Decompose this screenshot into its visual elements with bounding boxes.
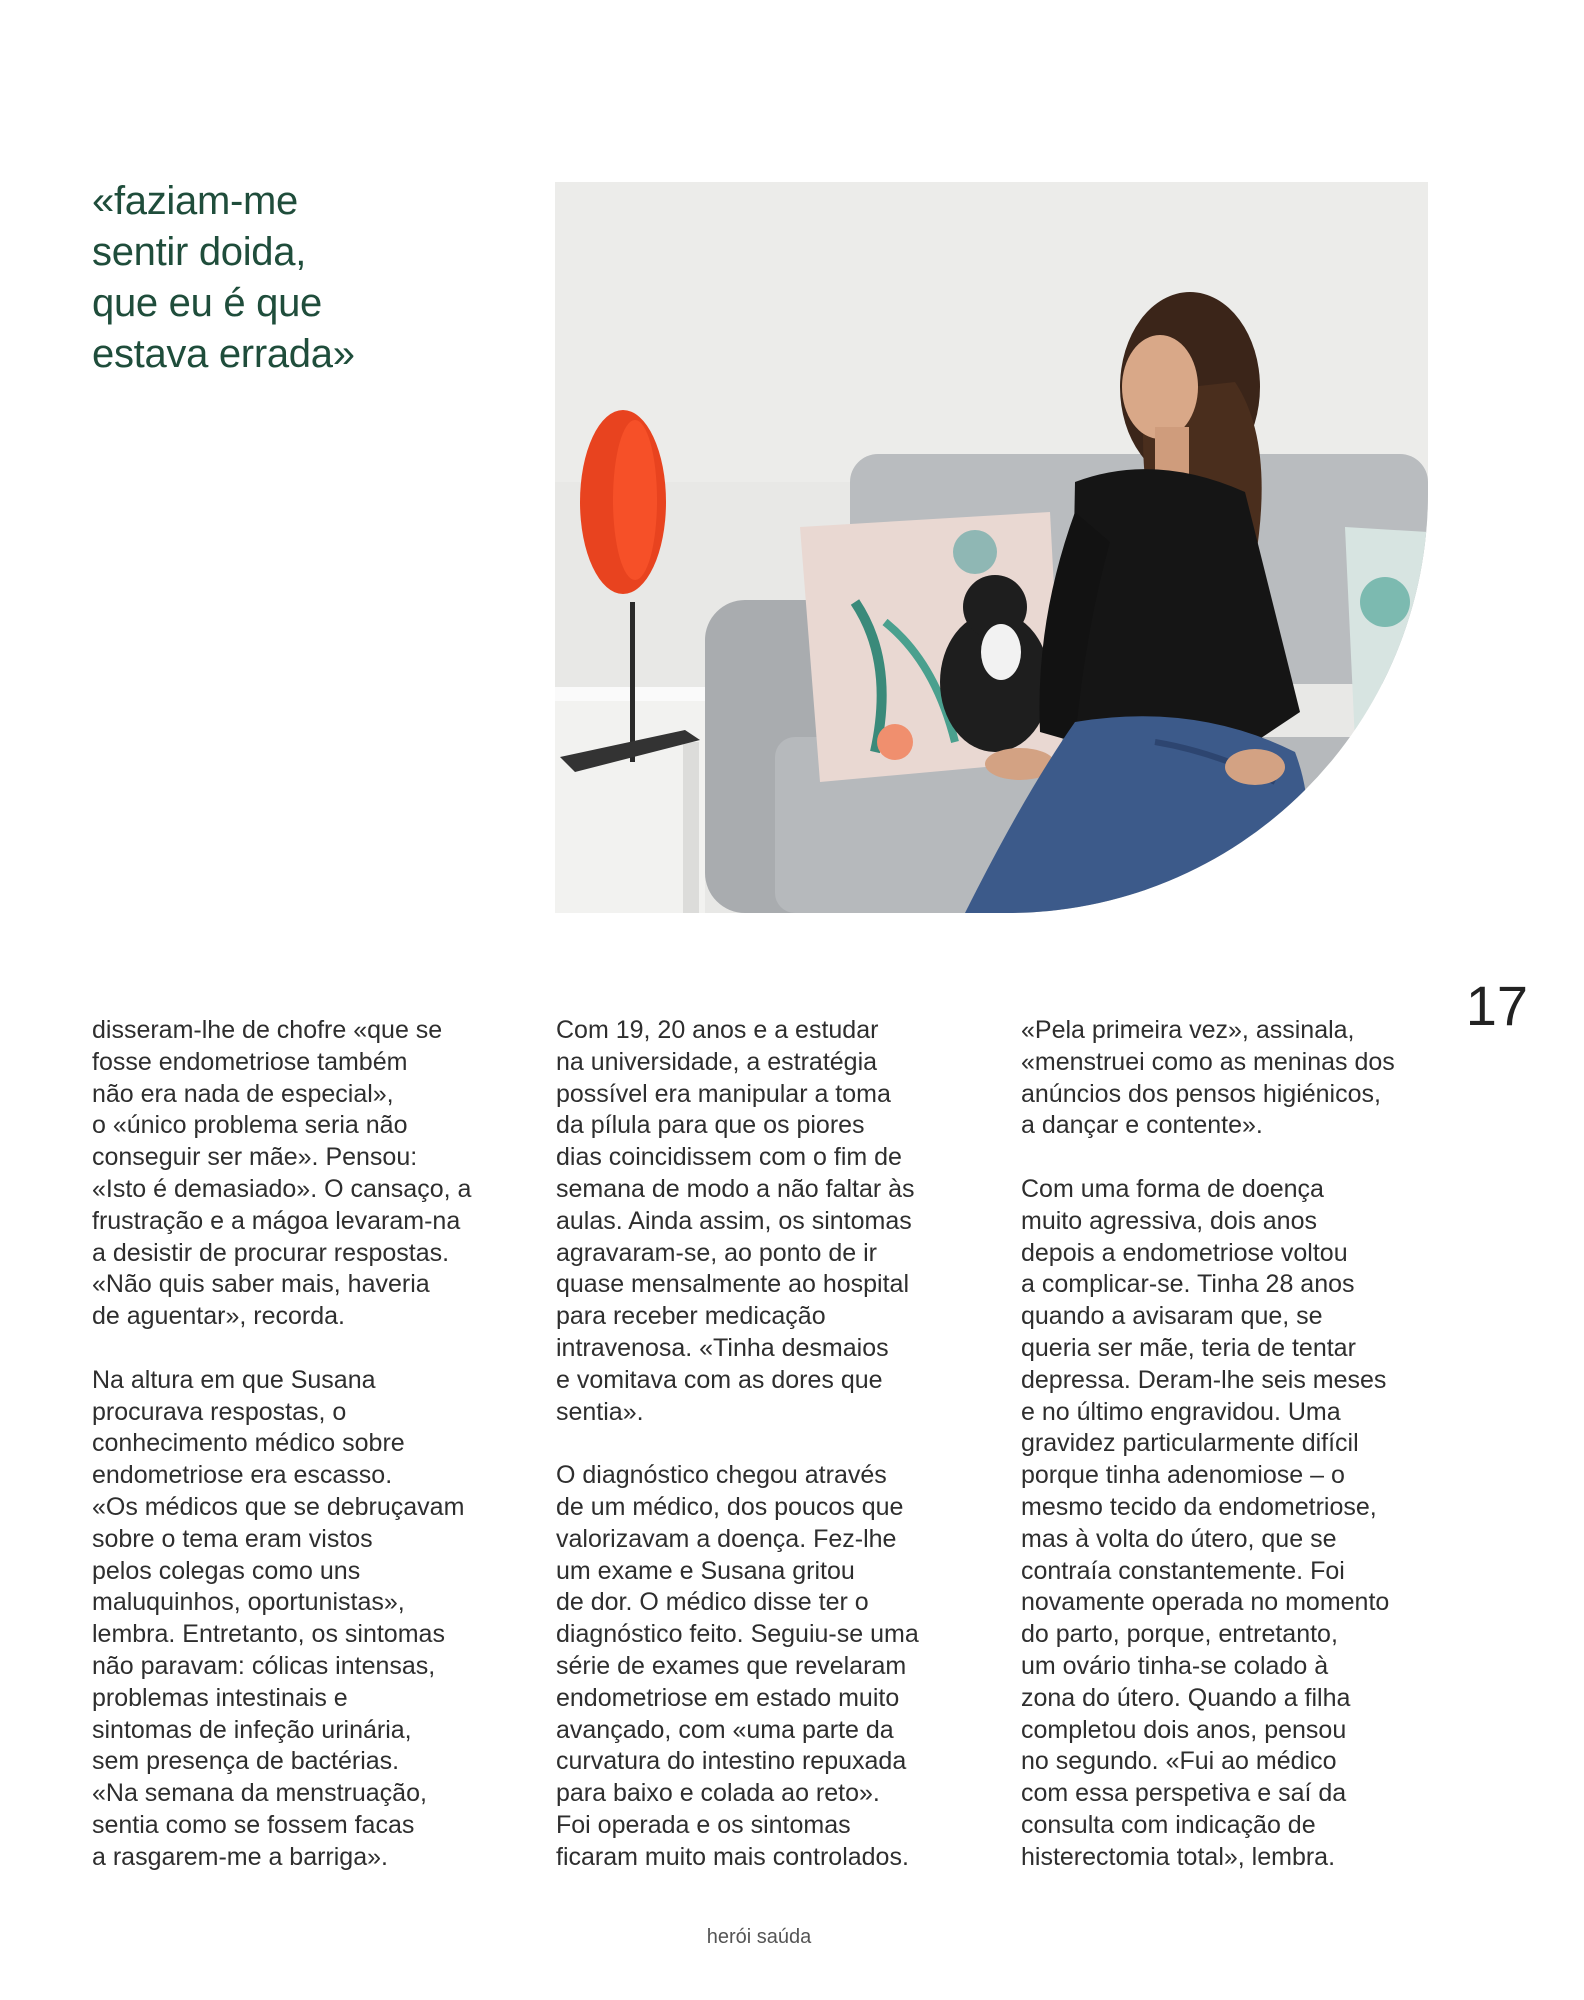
portrait-photo	[555, 182, 1428, 913]
text-line: a rasgarem-me a barriga».	[92, 1842, 388, 1871]
text-line: depressa. Deram-lhe seis meses	[1021, 1365, 1387, 1394]
text-line: sentia como se fossem facas	[92, 1810, 415, 1839]
text-line: de dor. O médico disse ter o	[556, 1588, 869, 1617]
text-column-1	[92, 1015, 532, 1905]
text-line: agravaram-se, ao ponto de ir	[556, 1238, 878, 1267]
text-line: a desistir de procurar respostas.	[92, 1238, 450, 1267]
paragraph	[556, 1460, 996, 1873]
text-line: maluquinhos, oportunistas»,	[92, 1588, 405, 1617]
text-line: Foi operada e os sintomas	[556, 1810, 851, 1839]
pull-quote-line: sentir doida,	[92, 230, 307, 274]
text-line: consulta com indicação de	[1021, 1810, 1316, 1839]
text-line: da pílula para que os piores	[556, 1111, 865, 1140]
text-line: endometriose era escasso.	[92, 1461, 393, 1490]
text-line: O diagnóstico chegou através	[556, 1461, 887, 1490]
text-line: porque tinha adenomiose – o	[1021, 1461, 1345, 1490]
paragraph	[1021, 1015, 1461, 1142]
paragraph	[1021, 1174, 1461, 1874]
text-line: sobre o tema eram vistos	[92, 1524, 373, 1553]
text-line: intravenosa. «Tinha desmaios	[556, 1333, 889, 1362]
text-line: para baixo e colada ao reto».	[556, 1779, 880, 1808]
magazine-footer: herói saúda	[706, 1926, 812, 1948]
text-column-3	[1021, 1015, 1461, 1905]
text-line: Com uma forma de doença	[1021, 1174, 1324, 1203]
text-line: problemas intestinais e	[92, 1683, 348, 1712]
text-line: zona do útero. Quando a filha	[1021, 1683, 1351, 1712]
text-line: com essa perspetiva e saí da	[1021, 1779, 1347, 1808]
text-line: mas à volta do útero, que se	[1021, 1524, 1337, 1553]
text-line: Com 19, 20 anos e a estudar	[556, 1016, 879, 1044]
text-line: disseram-lhe de chofre «que se	[92, 1016, 443, 1044]
text-line: para receber medicação	[556, 1302, 826, 1331]
text-line: diagnóstico feito. Seguiu-se uma	[556, 1620, 919, 1649]
text-line: sentia».	[556, 1397, 644, 1426]
text-line: valorizavam a doença. Fez-lhe	[556, 1524, 897, 1553]
text-column-2	[556, 1015, 996, 1905]
text-line: a complicar-se. Tinha 28 anos	[1021, 1270, 1355, 1299]
text-line: pelos colegas como uns	[92, 1556, 361, 1585]
text-line: um exame e Susana gritou	[556, 1556, 855, 1585]
text-line: quase mensalmente ao hospital	[556, 1270, 910, 1299]
text-line: no segundo. «Fui ao médico	[1021, 1747, 1337, 1776]
text-line: não paravam: cólicas intensas,	[92, 1651, 436, 1680]
text-line: um ovário tinha-se colado à	[1021, 1651, 1329, 1680]
pull-quote	[92, 176, 512, 380]
text-line: mesmo tecido da endometriose,	[1021, 1492, 1377, 1521]
text-line: gravidez particularmente difícil	[1021, 1429, 1359, 1458]
pull-quote-line: que eu é que	[92, 281, 322, 325]
text-line: histerectomia total», lembra.	[1021, 1842, 1336, 1871]
text-line: novamente operada no momento	[1021, 1588, 1390, 1617]
text-line: «Na semana da menstruação,	[92, 1779, 427, 1808]
text-line: aulas. Ainda assim, os sintomas	[556, 1206, 912, 1235]
text-line: sem presença de bactérias.	[92, 1747, 400, 1776]
pull-quote-line: «faziam-me	[92, 179, 298, 223]
text-line: não era nada de especial»,	[92, 1079, 394, 1108]
paragraph	[92, 1365, 532, 1874]
text-line: quando a avisaram que, se	[1021, 1302, 1323, 1331]
text-line: ficaram muito mais controlados.	[556, 1842, 909, 1871]
text-line: completou dois anos, pensou	[1021, 1715, 1347, 1744]
text-line: «menstruei como as meninas dos	[1021, 1047, 1395, 1076]
text-line: do parto, porque, entretanto,	[1021, 1620, 1338, 1649]
text-line: queria ser mãe, teria de tentar	[1021, 1333, 1356, 1362]
text-line: semana de modo a não faltar às	[556, 1174, 915, 1203]
text-line: de aguentar», recorda.	[92, 1302, 345, 1331]
text-line: e no último engravidou. Uma	[1021, 1397, 1341, 1426]
text-line: dias coincidissem com o fim de	[556, 1143, 902, 1172]
text-line: o «único problema seria não	[92, 1111, 408, 1140]
text-line: «Isto é demasiado». O cansaço, a	[92, 1174, 472, 1203]
text-line: muito agressiva, dois anos	[1021, 1206, 1317, 1235]
paragraph	[556, 1015, 996, 1428]
text-line: sintomas de infeção urinária,	[92, 1715, 412, 1744]
text-line: «Não quis saber mais, haveria	[92, 1270, 430, 1299]
text-line: conseguir ser mãe». Pensou:	[92, 1143, 418, 1172]
text-line: série de exames que revelaram	[556, 1651, 907, 1680]
text-line: fosse endometriose também	[92, 1047, 408, 1076]
text-line: possível era manipular a toma	[556, 1079, 891, 1108]
text-line: contraía constantemente. Foi	[1021, 1556, 1345, 1585]
text-line: Na altura em que Susana	[92, 1365, 376, 1394]
text-line: depois a endometriose voltou	[1021, 1238, 1348, 1267]
text-line: conhecimento médico sobre	[92, 1429, 405, 1458]
text-line: endometriose em estado muito	[556, 1683, 900, 1712]
text-line: anúncios dos pensos higiénicos,	[1021, 1079, 1381, 1108]
text-line: na universidade, a estratégia	[556, 1047, 878, 1076]
pull-quote-line: estava errada»	[92, 332, 355, 376]
page-number: 17	[1465, 974, 1528, 1037]
text-line: frustração e a mágoa levaram-na	[92, 1206, 461, 1235]
text-line: avançado, com «uma parte da	[556, 1715, 894, 1744]
text-line: e vomitava com as dores que	[556, 1365, 883, 1394]
text-line: procurava respostas, o	[92, 1397, 347, 1426]
text-line: lembra. Entretanto, os sintomas	[92, 1620, 445, 1649]
text-line: «Os médicos que se debruçavam	[92, 1492, 465, 1521]
text-line: de um médico, dos poucos que	[556, 1492, 904, 1521]
paragraph	[92, 1015, 532, 1333]
text-line: a dançar e contente».	[1021, 1111, 1263, 1140]
text-line: curvatura do intestino repuxada	[556, 1747, 907, 1776]
text-line: «Pela primeira vez», assinala,	[1021, 1016, 1355, 1044]
